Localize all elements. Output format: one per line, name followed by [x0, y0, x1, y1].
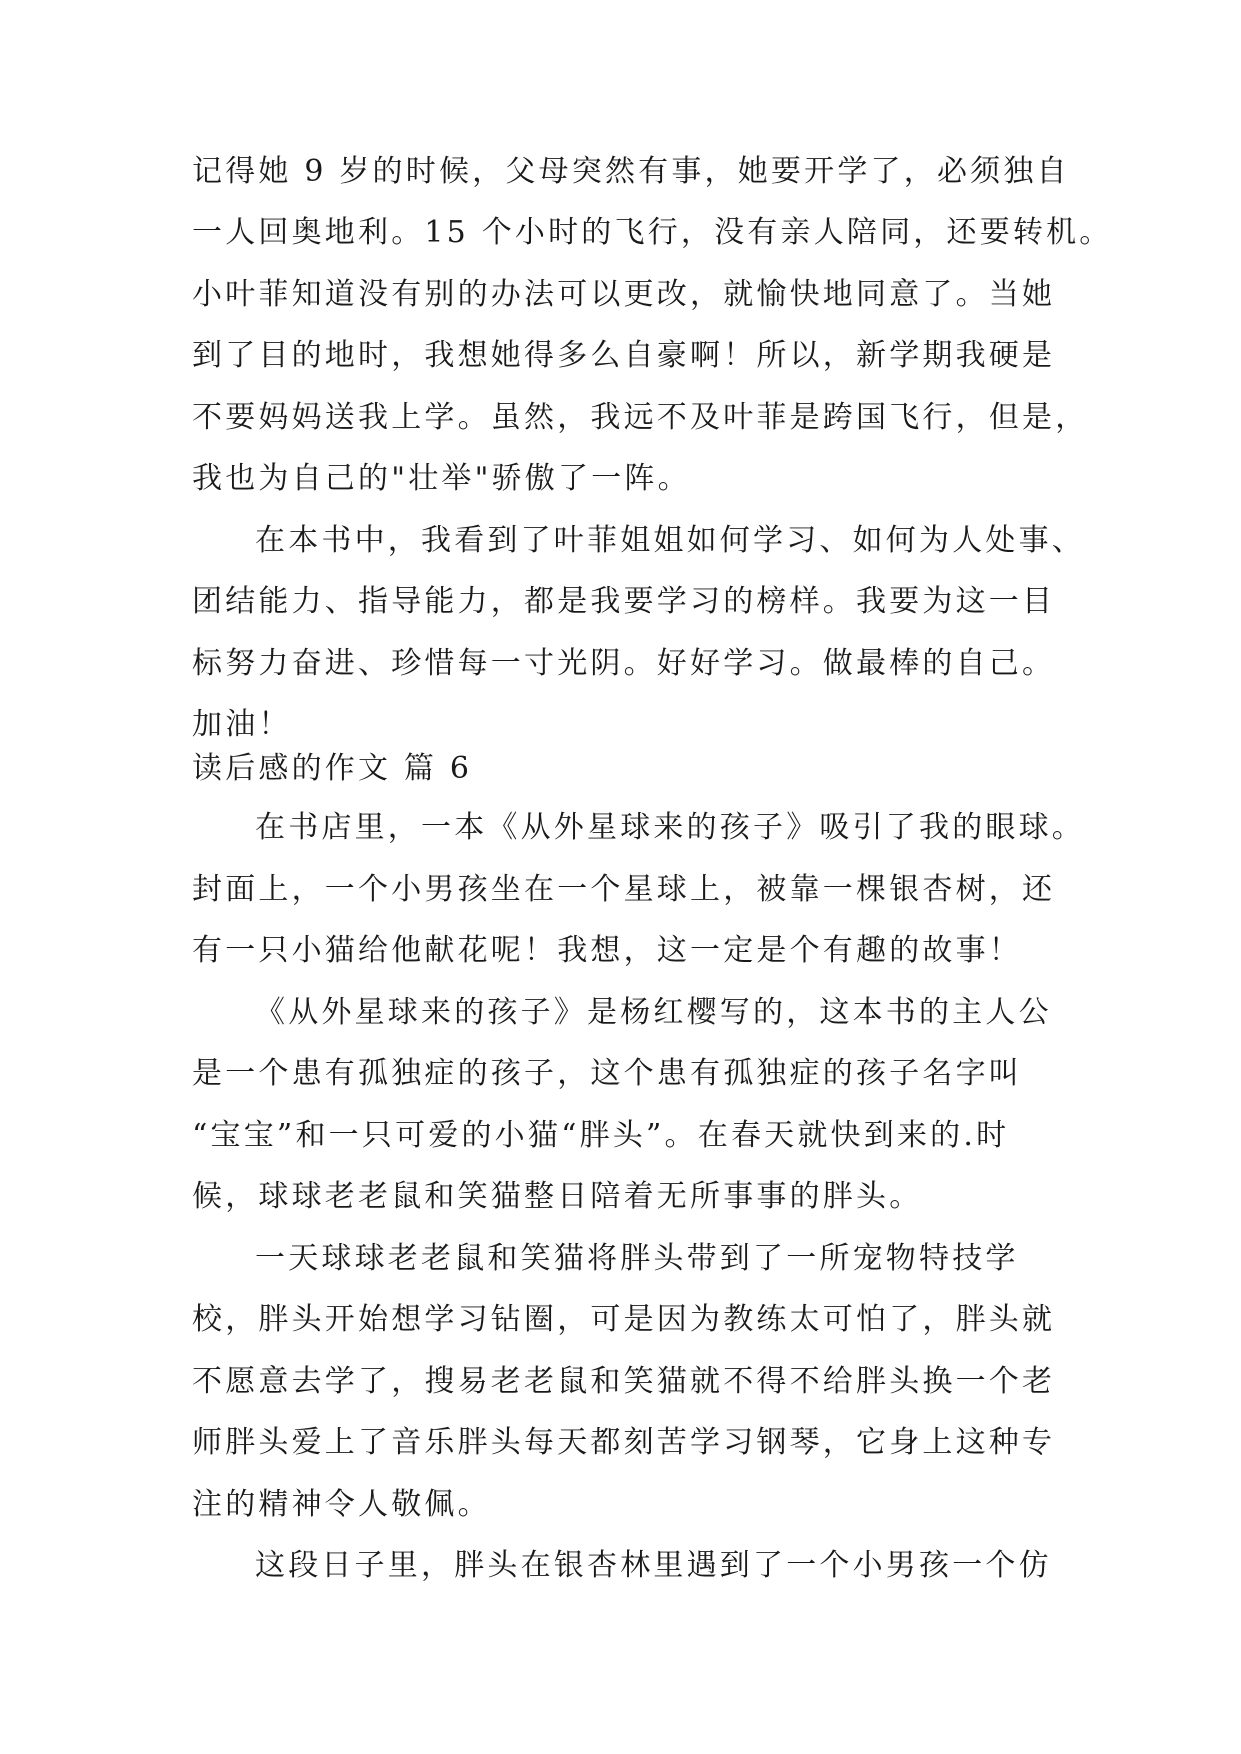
text-line: 不愿意去学了，搜易老老鼠和笑猫就不得不给胖头换一个老 — [192, 1364, 1056, 1399]
text-line: 标努力奋进、珍惜每一寸光阴。好好学习。做最棒的自己。 — [192, 646, 1056, 681]
text-line: 到了目的地时，我想她得多么自豪啊！所以，新学期我硬是 — [192, 338, 1056, 373]
text-line: 封面上，一个小男孩坐在一个星球上，被靠一棵银杏树，还 — [192, 872, 1056, 907]
text-line: 候，球球老老鼠和笑猫整日陪着无所事事的胖头。 — [192, 1179, 923, 1214]
text-line: 团结能力、指导能力，都是我要学习的榜样。我要为这一目 — [192, 584, 1056, 619]
text-line: 小叶菲知道没有别的办法可以更改，就愉快地同意了。当她 — [192, 277, 1056, 312]
text-line: 校，胖头开始想学习钻圈，可是因为教练太可怕了，胖头就 — [192, 1302, 1056, 1337]
paragraph-first-line: 在书店里，一本《从外星球来的孩子》吸引了我的眼球。 — [255, 810, 1085, 845]
text-line: “宝宝”和一只可爱的小猫“胖头”。在春天就快到来的.时 — [192, 1118, 1010, 1153]
text-line: 师胖头爱上了音乐胖头每天都刻苦学习钢琴，它身上这种专 — [192, 1425, 1056, 1460]
text-line: 不要妈妈送我上学。虽然，我远不及叶菲是跨国飞行，但是， — [192, 400, 1089, 435]
paragraph-first-line: 这段日子里，胖头在银杏林里遇到了一个小男孩一个仿 — [255, 1548, 1052, 1583]
paragraph-first-line: 一天球球老老鼠和笑猫将胖头带到了一所宠物特技学 — [255, 1241, 1019, 1276]
text-line: 记得她 9 岁的时候，父母突然有事，她要开学了，必须独自 — [192, 154, 1070, 189]
text-line: 有一只小猫给他献花呢！我想，这一定是个有趣的故事！ — [192, 933, 1022, 968]
paragraph-first-line: 在本书中，我看到了叶菲姐姐如何学习、如何为人处事、 — [255, 523, 1085, 558]
text-line: 加油！ — [192, 707, 292, 742]
text-line: 我也为自己的"壮举"骄傲了一阵。 — [192, 461, 691, 496]
section-heading: 读后感的作文 篇 6 — [192, 751, 473, 786]
text-line: 一人回奥地利。15 个小时的飞行，没有亲人陪同，还要转机。 — [192, 215, 1113, 250]
paragraph-first-line: 《从外星球来的孩子》是杨红樱写的，这本书的主人公 — [255, 995, 1052, 1030]
text-line: 是一个患有孤独症的孩子，这个患有孤独症的孩子名字叫 — [192, 1056, 1022, 1091]
text-line: 注的精神令人敬佩。 — [192, 1487, 491, 1522]
